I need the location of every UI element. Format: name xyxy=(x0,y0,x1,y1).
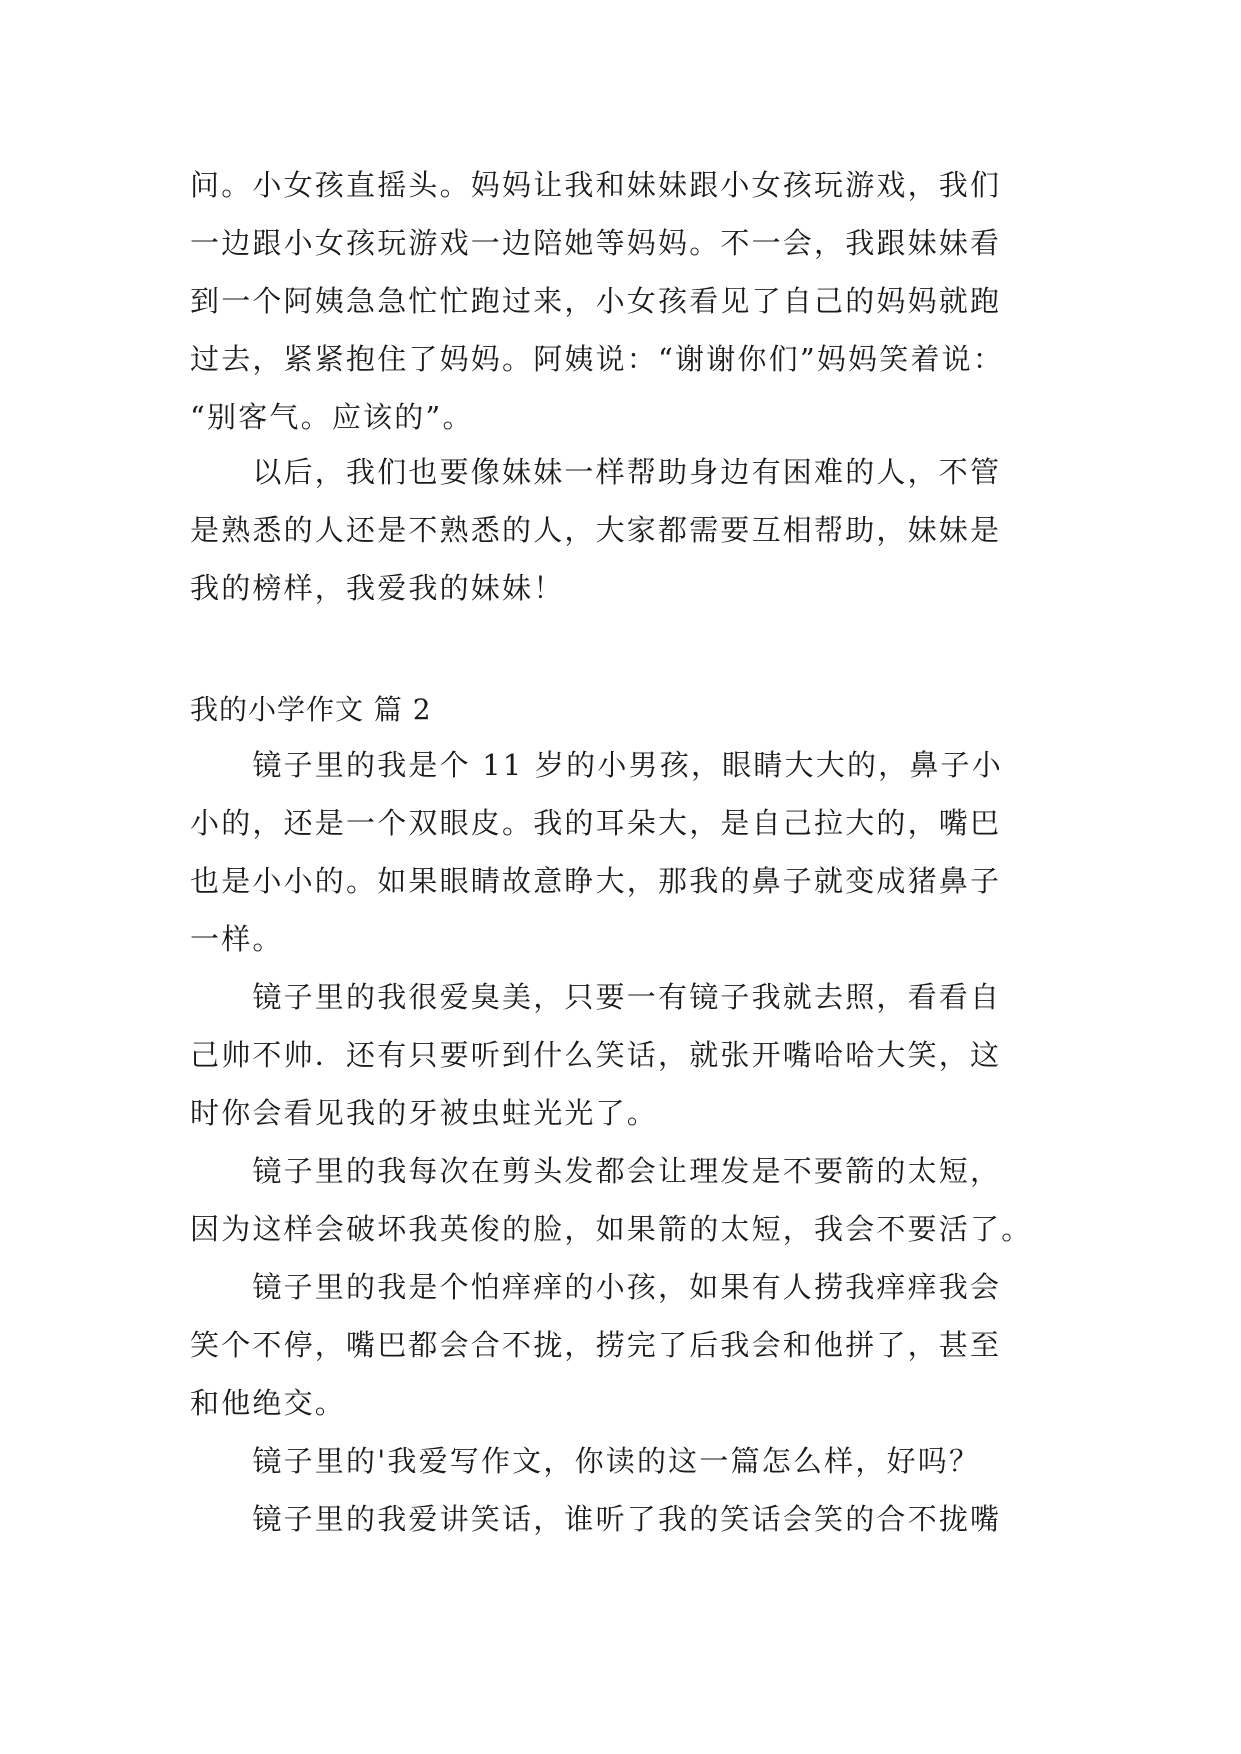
text-line: 小的，还是一个双眼皮。我的耳朵大，是自己拉大的，嘴巴 xyxy=(190,806,1002,840)
essay-title: 我的小学作文 篇 2 xyxy=(190,693,432,726)
text-line: 一样。 xyxy=(190,922,284,956)
text-line: 己帅不帅．还有只要听到什么笑话，就张开嘴哈哈大笑，这 xyxy=(190,1038,1002,1072)
text-line: 镜子里的我爱讲笑话，谁听了我的笑话会笑的合不拢嘴 xyxy=(190,1502,1002,1536)
text-line: 镜子里的我每次在剪头发都会让理发是不要箭的太短， xyxy=(190,1154,1002,1188)
text-line: 镜子里的我是个怕痒痒的小孩，如果有人捞我痒痒我会 xyxy=(190,1270,1002,1304)
text-line: 因为这样会破坏我英俊的脸，如果箭的太短，我会不要活了。 xyxy=(190,1212,1033,1246)
text-line: 以后，我们也要像妹妹一样帮助身边有困难的人，不管 xyxy=(190,455,1002,489)
paragraph-continuation xyxy=(190,156,1090,446)
text-line: 镜子里的我很爱臭美，只要一有镜子我就去照，看看自 xyxy=(190,980,1002,1014)
text-line: 一边跟小女孩玩游戏一边陪她等妈妈。不一会，我跟妹妹看 xyxy=(190,226,1002,260)
paragraph-conclusion xyxy=(190,443,1090,617)
essay-title-block xyxy=(190,681,1090,739)
text-line: 时你会看见我的牙被虫蛀光光了。 xyxy=(190,1096,659,1130)
text-line: 到一个阿姨急急忙忙跑过来，小女孩看见了自己的妈妈就跑 xyxy=(190,284,1002,318)
text-line: 问。小女孩直摇头。妈妈让我和妹妹跟小女孩玩游戏，我们 xyxy=(190,168,1002,202)
text-line: 也是小小的。如果眼睛故意睁大，那我的鼻子就变成猪鼻子 xyxy=(190,864,1002,898)
text-line: 和他绝交。 xyxy=(190,1386,347,1420)
text-line: 我的榜样，我爱我的妹妹！ xyxy=(190,571,565,605)
essay2-body xyxy=(190,736,1090,1548)
text-line: 镜子里的我是个 11 岁的小男孩，眼睛大大的，鼻子小 xyxy=(190,748,1003,782)
text-line: 笑个不停，嘴巴都会合不拢，捞完了后我会和他拼了，甚至 xyxy=(190,1328,1002,1362)
text-line: 是熟悉的人还是不熟悉的人，大家都需要互相帮助，妹妹是 xyxy=(190,513,1002,547)
text-line: 过去，紧紧抱住了妈妈。阿姨说：“谢谢你们”妈妈笑着说： xyxy=(190,342,1005,376)
text-line: 镜子里的'我爱写作文，你读的这一篇怎么样，好吗？ xyxy=(190,1444,981,1478)
text-line: “别客气。应该的”。 xyxy=(190,400,474,434)
